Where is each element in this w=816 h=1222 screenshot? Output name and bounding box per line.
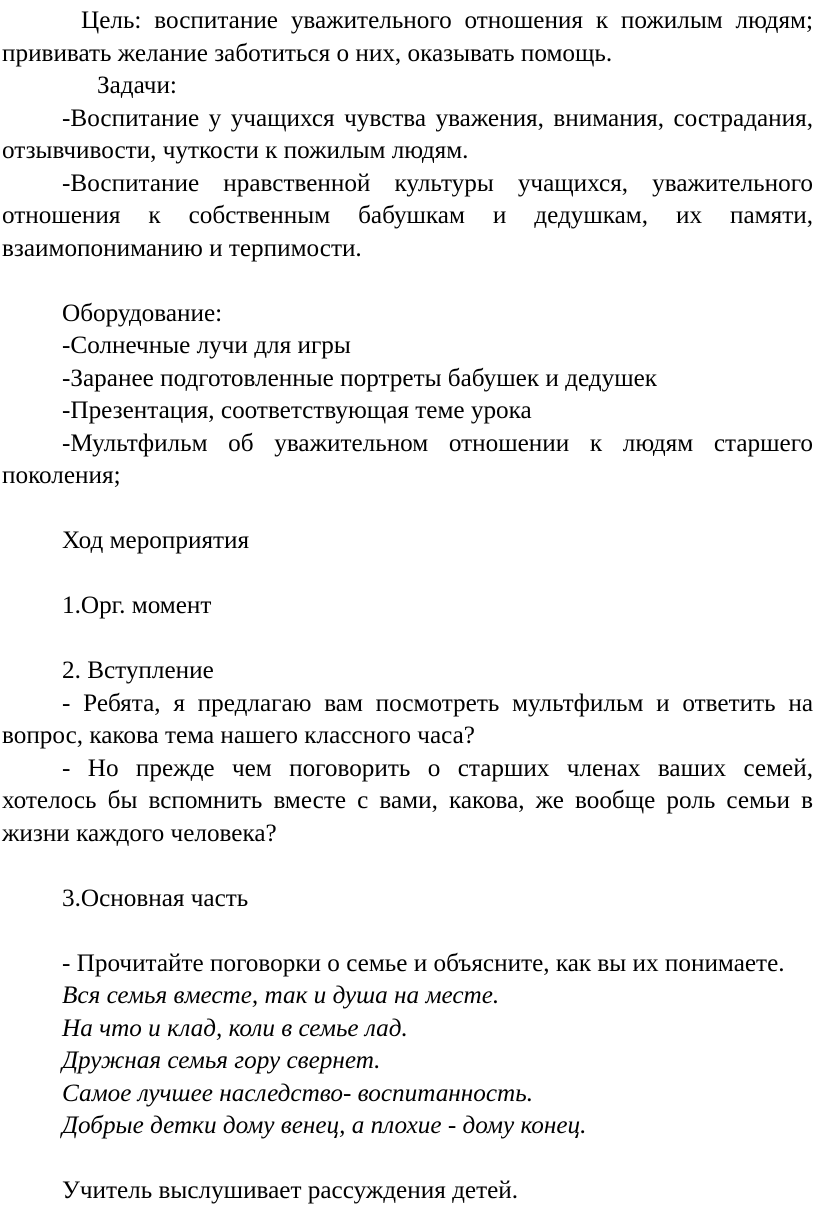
proverb: На что и клад, коли в семье лад. xyxy=(62,1014,408,1042)
equipment-item: -Заранее подготовленные портреты бабушек и дедушек xyxy=(62,364,658,392)
closing-line: Учитель выслушивает рассуждения детей. xyxy=(62,1177,519,1204)
course-heading: Ход мероприятия xyxy=(62,527,250,554)
task-item: -Воспитание нравственной культуры учащихся, уважительного отношения к собственным бабушкам и дедушкам, их памяти, взаимопониманию и терпимости. xyxy=(2,169,813,262)
proverb: Добрые детки дому венец, а плохие - дому конец. xyxy=(62,1112,587,1139)
equipment-item: -Презентация, соответствующая теме урока xyxy=(62,397,532,424)
spacer xyxy=(2,623,813,656)
spacer xyxy=(2,493,813,526)
spacer xyxy=(2,558,813,591)
proverb: Самое лучшее наследство- воспитанность. xyxy=(62,1079,534,1107)
equipment-item: -Мультфильм об уважительном отношении к людям старшего поколения; xyxy=(2,429,813,489)
step-3-heading: 3.Основная часть xyxy=(62,884,249,912)
step-3-instruction: - Прочитайте поговорки о семье и объясните, как вы их понимаете. xyxy=(62,949,785,977)
proverb: Дружная семья гору свернет. xyxy=(62,1047,381,1074)
tasks-heading: Задачи: xyxy=(97,72,177,99)
spacer xyxy=(2,265,813,298)
step-2-line: - Ребята, я предлагаю вам посмотреть мультфильм и ответить на вопрос, какова тема нашего классного часа? xyxy=(2,689,813,749)
goal-paragraph: Цель: воспитание уважительного отношения к пожилым людям; прививать желание заботиться о них, оказывать помощь. xyxy=(2,7,813,67)
proverb: Вся семья вместе, так и душа на месте. xyxy=(62,982,500,1009)
step-2-heading: 2. Вступление xyxy=(62,657,214,684)
spacer xyxy=(2,850,813,883)
spacer xyxy=(2,1143,813,1176)
task-item: -Воспитание у учащихся чувства уважения, внимания, сострадания, отзывчивости, чуткости к пожилым людям. xyxy=(2,104,813,164)
step-1-heading: 1.Орг. момент xyxy=(62,592,212,619)
step-2-line: - Но прежде чем поговорить о старших членах ваших семей, хотелось бы вспомнить вместе с вами, какова, же вообще роль семьи в жизни каждого человека? xyxy=(2,754,813,847)
equipment-heading: Оборудование: xyxy=(62,299,223,327)
equipment-item: -Солнечные лучи для игры xyxy=(62,332,351,359)
spacer xyxy=(2,915,813,948)
